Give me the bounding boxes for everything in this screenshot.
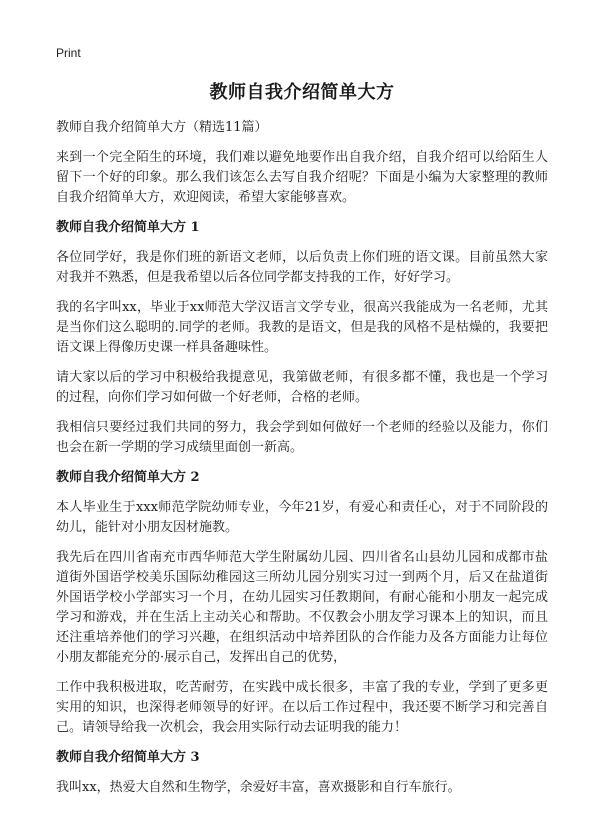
section-1-paragraph-3: 请大家以后的学习中积极给我提意见，我第做老师，有很多都不懂，我也是一个学习的过程，向你们学习如何做一个好老师，合格的老师。 [56, 370, 548, 405]
print-link[interactable]: Print [56, 46, 81, 60]
intro-paragraph: 来到一个完全陌生的环境，我们难以避免地要作出自我介绍，自我介绍可以给陌生人留下一个好的印象。那么我们该怎么去写自我介绍呢？下面是小编为大家整理的教师自我介绍简单大方，欢迎阅读，希望大家能够喜欢。 [56, 150, 548, 205]
section-heading-2: 教师自我介绍简单大方 2 [56, 470, 200, 485]
section-3-paragraph-1: 我叫xx，热爱大自然和生物学，余爱好丰富，喜欢摄影和自行车旅行。 [56, 780, 461, 795]
section-1-paragraph-2: 我的名字叫xx，毕业于xx师范大学汉语言文学专业，很高兴我能成为一名老师，尤其是当你们这么聪明的.同学的老师。我教的是语文，但是我的风格不是枯燥的，我要把语文课上得像历史课一样具备趣味性。 [56, 300, 548, 355]
section-heading-3: 教师自我介绍简单大方 3 [56, 750, 200, 765]
section-1-paragraph-1: 各位同学好，我是你们班的新语文老师，以后负责上你们班的语文课。目前虽然大家对我并不熟悉，但是我希望以后各位同学都支持我的工作，好好学习。 [56, 250, 548, 285]
section-1-paragraph-4: 我相信只要经过我们共同的努力，我会学到如何做好一个老师的经验以及能力，你们也会在新一学期的学习成绩里面创一新高。 [56, 420, 548, 455]
section-heading-1: 教师自我介绍简单大方 1 [56, 220, 200, 235]
article-subtitle: 教师自我介绍简单大方（精选11篇） [56, 120, 268, 135]
article [56, 78, 548, 808]
page-title: 教师自我介绍简单大方 [209, 82, 395, 103]
section-2-paragraph-2: 我先后在四川省南充市西华师范大学生附属幼儿园、四川省名山县幼儿园和成都市盐道街外国语学校美乐国际幼稚园这三所幼儿园分别实习过一到两个月，后又在盐道街外国语学校小学部实习一个月，在幼儿园实习任教期间，有耐心能和小朋友一起完成学习和游戏，并在生活上主动关心和帮助。不仅教会小朋友学习课本上的知识，而且还注重培养他们的学习兴趣，在组织活动中培养团队的合作能力及各方面能力让每位小朋友都能充分的·展示自己，发挥出自己的优势， [56, 550, 548, 665]
section-2-paragraph-3: 工作中我积极进取，吃苦耐劳，在实践中成长很多，丰富了我的专业，学到了更多更实用的知识，也深得老师领导的好评。在以后工作过程中，我还要不断学习和完善自己。请领导给我一次机会，我会用实际行动去证明我的能力！ [56, 680, 548, 735]
section-2-paragraph-1: 本人毕业生于xxx师范学院幼师专业，今年21岁，有爱心和责任心，对于不同阶段的幼儿，能针对小朋友因材施教。 [56, 500, 548, 535]
